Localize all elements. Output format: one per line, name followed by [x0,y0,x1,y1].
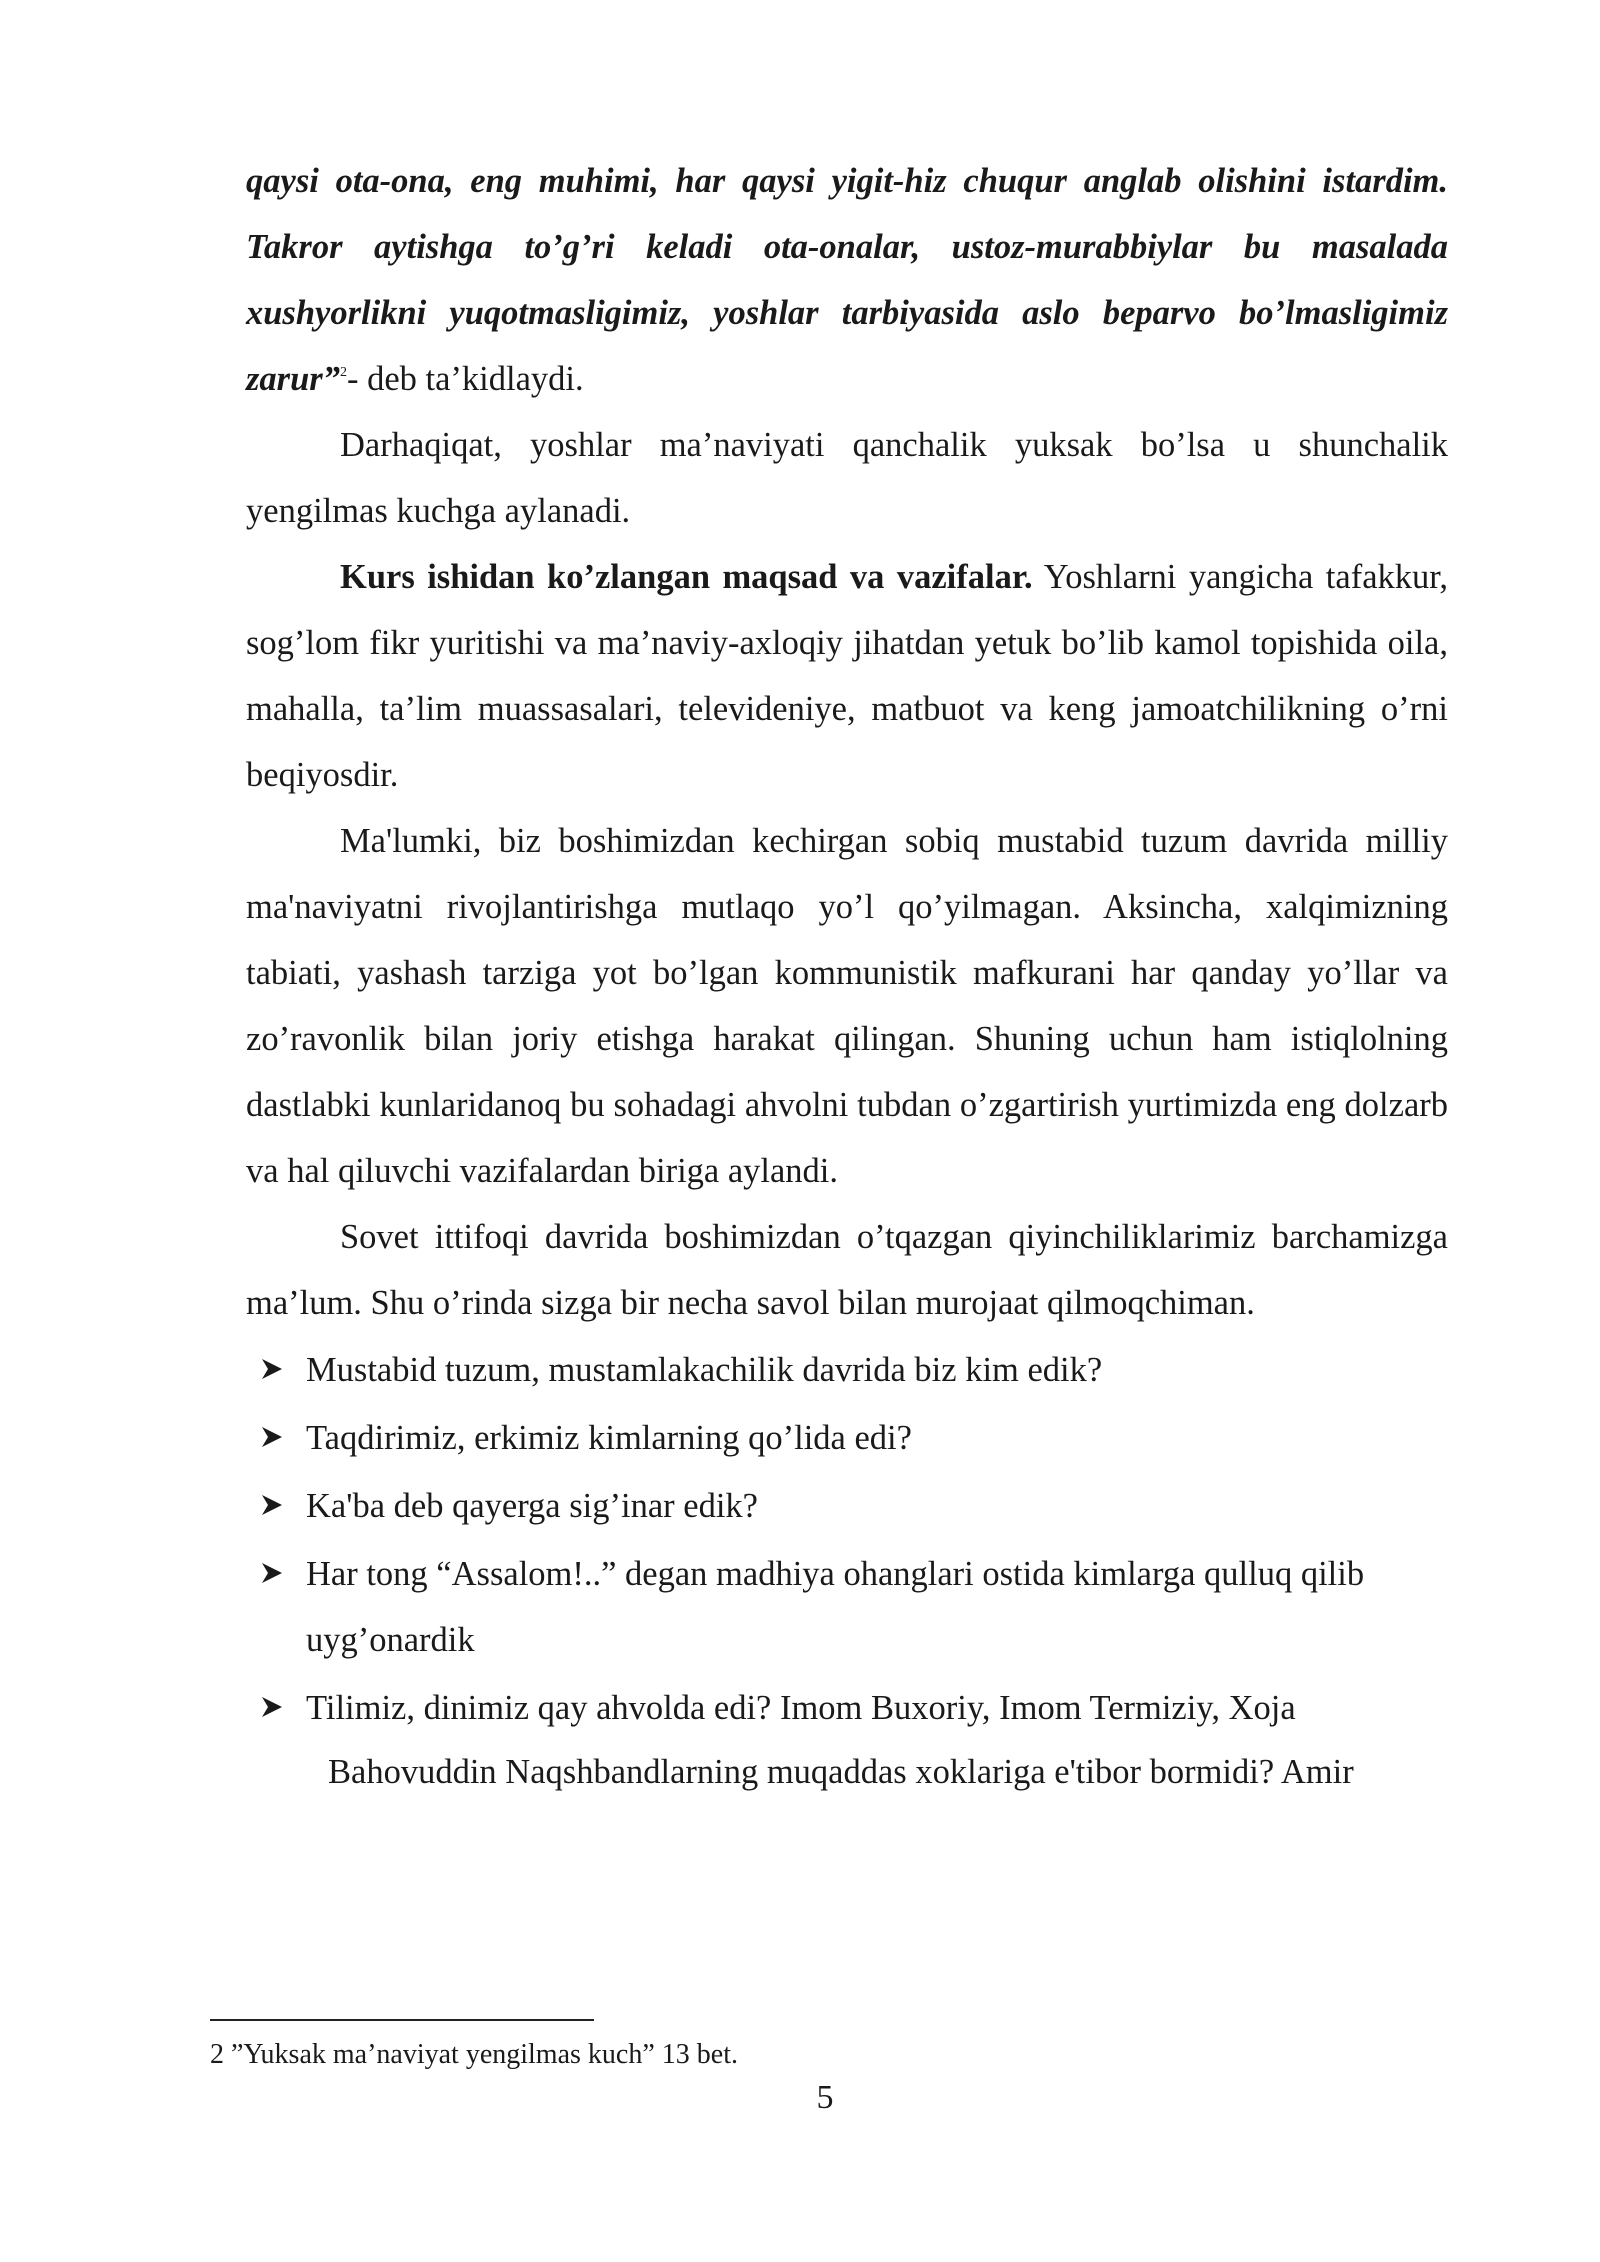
arrowhead-bullet-icon [260,1493,284,1517]
list-item-text: Ka'ba deb qayerga sig’inar edik? [306,1487,758,1525]
arrowhead-bullet-icon [260,1561,284,1585]
paragraph-malumki: Ma'lumki, biz boshimizdan kechirgan sobiq mustabid tuzum davrida milliy ma'naviyatni rivojlantirishga mutlaqo yo’l qo’yilmagan. Aksincha, xalqimizning tabiati, yashash tarziga yot bo’lgan kommunistik mafkurani har qanday yo’llar va zo’ravonlik bilan joriy etishga harakat qilingan. Shuning uchun ham istiqlolning dastlabki kunlaridanoq bu sohadagi ahvolni tubdan o’zgartirish yurtimizda eng dolzarb va hal qiluvchi vazifalardan biriga aylandi. [246,822,1448,1190]
list-item-text: Mustabid tuzum, mustamlakachilik davrida biz kim edik? [306,1351,1103,1389]
list-item-text: Har tong “Assalom!..” degan madhiya ohanglari ostida kimlarga qulluq qilib [306,1555,1365,1593]
list-item [260,1472,1480,1540]
list-item [260,1336,1480,1404]
paragraph-sovet: Sovet ittifoqi davrida boshimizdan o’tqazgan qiyinchiliklarimiz barchamizga ma’lum. Shu o’rinda sizga bir necha savol bilan murojaat qilmoqchiman. [246,1218,1448,1322]
paragraph-kurs-ishidan-text: Yoshlarni yangicha tafakkur, sog’lom fikr yuritishi va ma’naviy-axloqiy jihatdan yetuk bo’lib kamol topishida oila, mahalla, ta’lim muassasalari, televideniye, matbuot va keng jamoatchilikning o’rni beqiyosdir. [246,558,1448,794]
quote-tail: - deb ta’kidlaydi. [346,360,584,398]
list-item-text-continued: uyg’onardik [306,1621,475,1659]
arrowhead-bullet-icon [260,1425,284,1449]
list-item [260,1540,1480,1674]
quote-text: qaysi ota-ona, eng muhimi, har qaysi yigit-hiz chuqur anglab olishini istardim. Takror aytishga to’g’ri keladi ota-onalar, ustoz-murabbiylar bu masalada xushyorlikni yuqotmasligimiz, yoshlar tarbiyasida aslo beparvo bo’lmasligimiz zarur” [246,162,1448,398]
footnote-ref[interactable]: 2 [339,365,347,380]
section-heading: Kurs ishidan ko’zlangan maqsad va vazifalar. [340,558,1033,596]
list-item-text-continued: Bahovuddin Naqshbandlarning muqaddas xoklariga e'tibor bormidi? Amir [328,1753,1354,1791]
arrowhead-bullet-icon [260,1695,284,1719]
list-item-text: Taqdirimiz, erkimiz kimlarning qo’lida edi? [306,1419,912,1457]
main-text [246,148,1448,1806]
question-list [260,1336,1480,1806]
footnote: 2 ”Yuksak ma’naviyat yengilmas kuch” 13 bet. [210,2039,738,2070]
list-item [260,1404,1480,1472]
list-item-text: Tilimiz, dinimiz qay ahvolda edi? Imom Buxoriy, Imom Termiziy, Xoja [306,1689,1296,1727]
list-item [260,1674,1480,1806]
arrowhead-bullet-icon [260,1357,284,1381]
paragraph-kurs-ishidan [246,544,1448,808]
paragraph-darhaqiqat: Darhaqiqat, yoshlar ma’naviyati qanchalik yuksak bo’lsa u shunchalik yengilmas kuchga aylanadi. [246,426,1448,530]
quote-paragraph [246,148,1448,412]
footnote-separator [210,2019,594,2021]
page-number: 5 [816,2079,834,2116]
